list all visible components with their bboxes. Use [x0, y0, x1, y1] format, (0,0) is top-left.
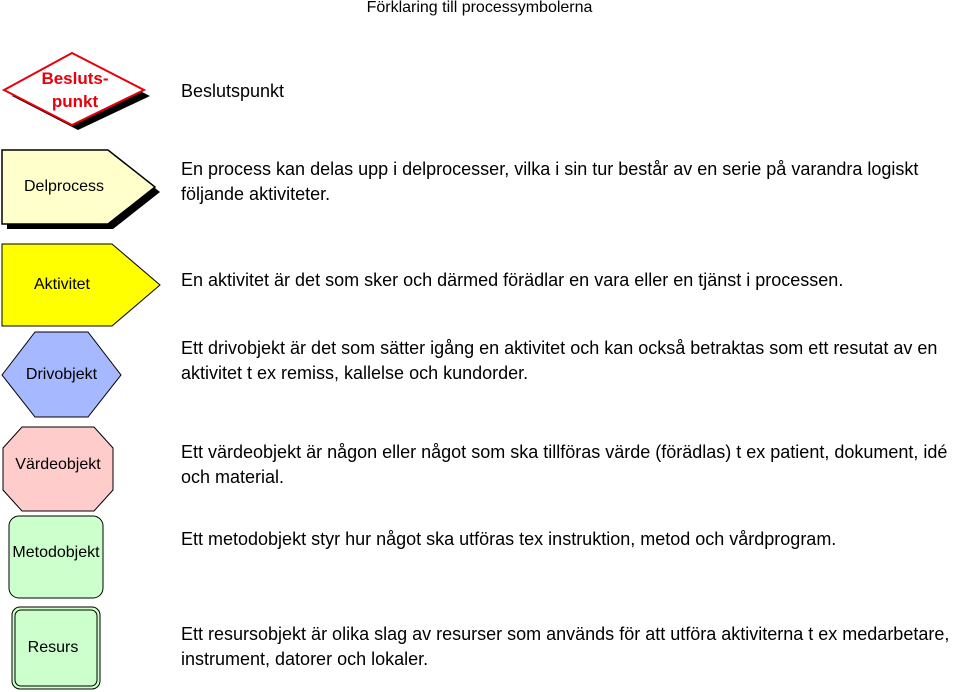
page-title: Förklaring till processymbolerna — [366, 0, 593, 16]
subprocess-description: En process kan delas upp i delprocesser, vilka i sin tur består av en serie på varandra logiskt följande aktiviteter. — [181, 159, 919, 204]
method-object-description: Ett metodobjekt styr hur något ska utföras tex instruktion, metod och vårdprogram. — [181, 529, 837, 549]
resource-description: Ett resursobjekt är olika slag av resurser som används för att utföra aktiviterna t ex medarbetare, instrument, datorer och lokaler. — [181, 624, 950, 669]
driver-object-description: Ett drivobjekt är det som sätter igång en aktivitet och kan också betraktas som ett resutat av en aktivitet t ex remiss, kallelse och kundorder. — [181, 338, 938, 383]
decision-label-line1: Besluts- — [41, 69, 109, 88]
activity-description: En aktivitet är det som sker och därmed förädlar en vara eller en tjänst i processen. — [181, 270, 844, 290]
driver-object-label: Drivobjekt — [25, 366, 98, 383]
value-object-label: Värdeobjekt — [15, 456, 101, 473]
decision-label — [10, 66, 140, 114]
resource-label: Resurs — [27, 639, 79, 656]
value-object-description: Ett värdeobjekt är någon eller något som ska tillföras värde (förädlas) t ex patient, dokument, idé och material. — [181, 442, 948, 487]
method-object-label: Metodobjekt — [12, 544, 100, 561]
subprocess-label: Delprocess — [23, 178, 105, 195]
activity-label: Aktivitet — [33, 276, 90, 293]
decision-label-line2: punkt — [51, 92, 99, 111]
decision-description: Beslutspunkt — [181, 81, 285, 101]
